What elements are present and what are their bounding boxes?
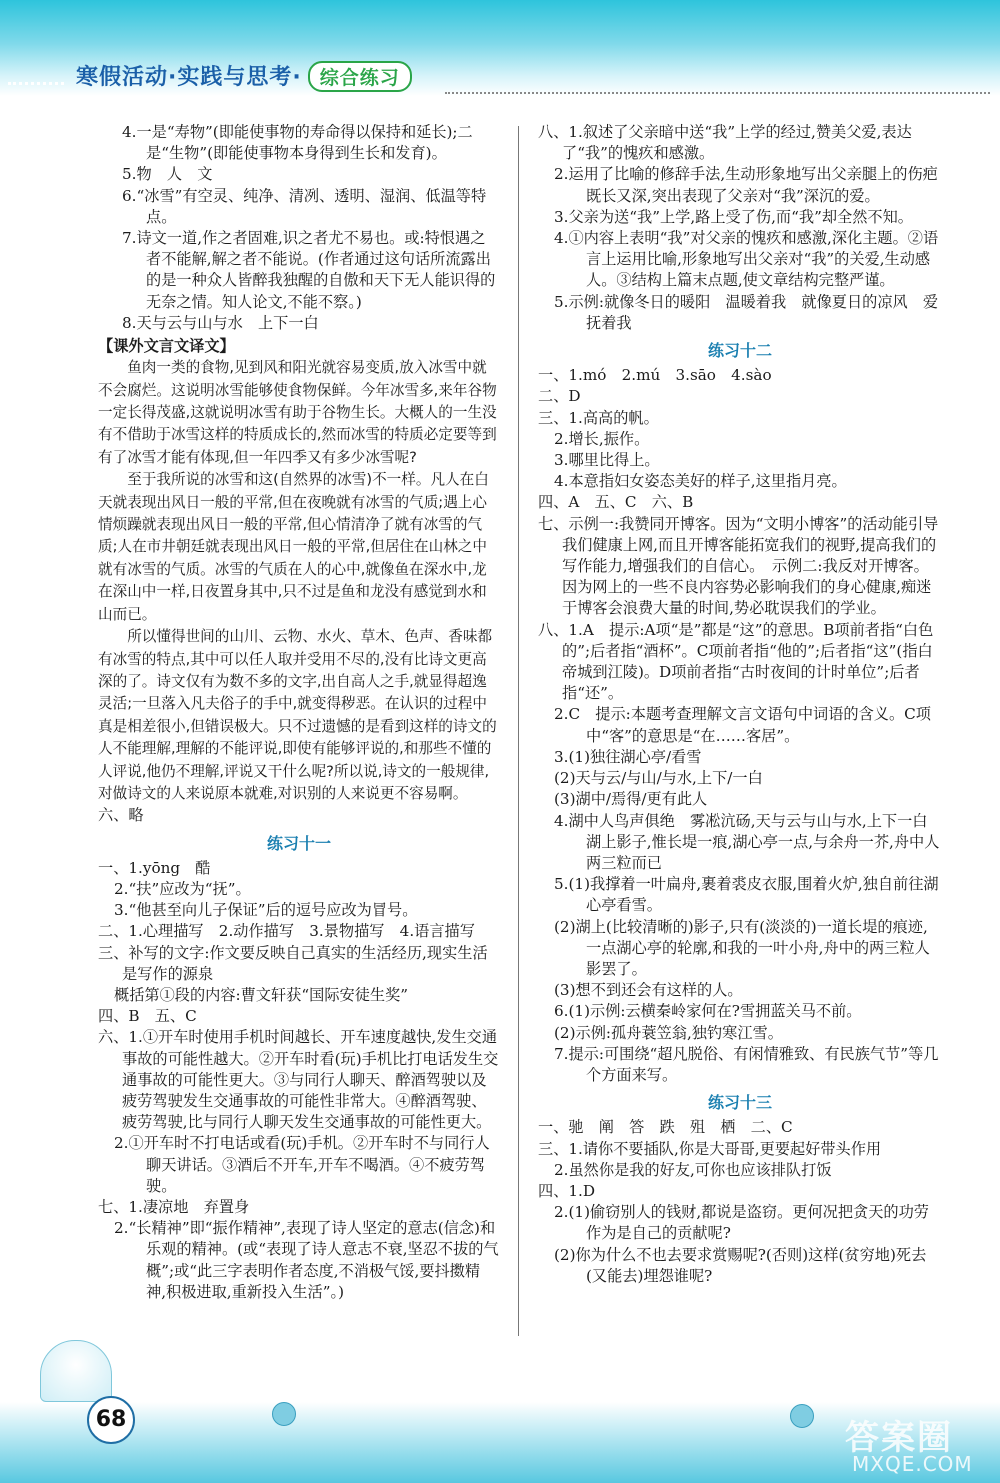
right-column (538, 122, 942, 1287)
translation-heading: 【课外文言文译文】 (98, 337, 235, 356)
ex12-b19: (2)示例:孤舟蓑笠翁,独钓寒江雪。 (554, 1023, 783, 1042)
header-title-text: 寒假活动·实践与思考· (76, 65, 302, 90)
translation-para-1: 鱼肉一类的食物,见到风和阳光就容易变质,放入冰雪中就不会腐烂。这说明冰雪能够使食物保鲜。今年冰雪多,来年谷物一定长得茂盛,这就说明冰雪有助于谷物生长。大概人的一生没有不借助于冰雪这样的特质成长的,然而冰雪的特质必定要等到有了冰雪才能有体现,但一年四季又有多少冰雪呢? (98, 359, 497, 466)
ex11-a2: 2.“扶”应改为“抚”。 (114, 879, 251, 898)
answer-8: 8.天与云与山与水 上下一白 (122, 313, 319, 332)
ex11-a4: 二、1.心理描写 2.动作描写 3.景物描写 4.语言描写 (98, 922, 475, 941)
tree-icon (272, 1402, 296, 1426)
ex12-b7: 四、A 五、C 六、B (538, 493, 694, 512)
ex13-c4: 四、1.D (538, 1181, 596, 1200)
ex12-b17: (3)想不到还会有这样的人。 (554, 981, 743, 1000)
column-divider (518, 126, 519, 1336)
ex-8-1: 八、1.叙述了父亲暗中送“我”上学的经过,赞美父爱,表达了“我”的愧疚和感激。 (538, 123, 912, 163)
ex12-b8: 七、示例一:我赞同开博客。因为“文明小博客”的活动能引导我们健康上网,而且开博客能拓宽我们的视野,提高我们的写作能力,增强我们的自信心。 示例二:我反对开博客。因为网上的一些不良内容势必影响我们的身心健康,痴迷于博客会浪费大量的时间,势必耽误我们的学业。 (538, 514, 939, 618)
watermark-url: MXQE.COM (852, 1452, 973, 1476)
ex12-b1: 一、1.mó 2.mú 3.sāo 4.sào (538, 366, 772, 385)
ex12-b9: 八、1.A 提示:A项“是”都是“这”的意思。B项前者指“白色的”;后者指“酒杯”。C项前者指“他的”;后者指“这”(指白帝城到江陵)。D项前者指“古时夜间的计时单位”;后者指“还”。 (538, 620, 934, 703)
ex12-b2: 二、D (538, 387, 581, 406)
page-number: 68 (87, 1396, 135, 1444)
ex12-b10: 2.C 提示:本题考查理解文言文语句中词语的含义。C项中“客”的意思是“在……客居”。 (554, 705, 931, 745)
ex12-b16: (2)湖上(比较清晰的)影子,只有(淡淡的)一道长堤的痕迹,一点湖心亭的轮廓,和我的一叶小舟,舟中的两三粒人影罢了。 (554, 917, 930, 978)
header-dots-left (8, 82, 64, 85)
exercise-11-title: 练习十一 (266, 833, 331, 853)
ex13-c2: 三、1.请你不要插队,你是大哥哥,更要起好带头作用 (538, 1139, 882, 1158)
exercise-12-title: 练习十二 (707, 341, 772, 361)
answer-4: 4.一是“寿物”(即能使事物的寿命得以保持和延长);二是“生物”(即能使事物本身得到生长和发育)。 (122, 123, 473, 163)
ex-8-2: 2.运用了比喻的修辞手法,生动形象地写出父亲腿上的伤疤既长又深,突出表现了父亲对“我”深沉的爱。 (554, 165, 938, 205)
ex12-b15: 5.(1)我撑着一叶扁舟,裹着裘皮衣服,围着火炉,独自前往湖心亭看雪。 (554, 875, 939, 915)
translation-para-2: 至于我所说的冰雪和这(自然界的冰雪)不一样。凡人在白天就表现出风日一般的平常,但在夜晚就有冰雪的气质;遇上心情烦躁就表现出风日一般的平常,但心情清净了就有冰雪的气质;人在市井朝廷就表现出风日一般的平常,但居住在山林之中就有冰雪的气质。冰雪的气质在人的心中,就像鱼在深水中,龙在深山中一样,日夜置身其中,只不过是鱼和龙没有感觉到水和山而已。 (98, 471, 489, 623)
ex11-a11: 2.“长精神”即“振作精神”,表现了诗人坚定的意志(信念)和乐观的精神。(或“表现了诗人意志不衰,坚忍不拔的气概”;或“此三字表明作者态度,不消极气馁,要抖擞精神,积极进取,重新投入生活”。) (114, 1219, 499, 1301)
ex12-b3: 三、1.高高的帆。 (538, 408, 659, 427)
answer-6: 6.“冰雪”有空灵、纯净、清冽、透明、湿润、低温等特点。 (122, 186, 487, 226)
header-dots-right (445, 92, 990, 94)
snow-house-illustration (40, 1340, 112, 1402)
ex11-a7: 四、B 五、C (98, 1007, 197, 1026)
header-pill: 综合练习 (308, 61, 412, 92)
ex12-b18: 6.(1)示例:云横秦岭家何在?雪拥蓝关马不前。 (554, 1002, 862, 1021)
header-title (76, 60, 412, 92)
ex11-a10: 七、1.凄凉地 弃置身 (98, 1198, 250, 1217)
ex11-a8: 六、1.①开车时使用手机时间越长、开车速度越快,发生交通事故的可能性越大。②开车时看(玩)手机比打电话发生交通事故的可能性更大。③与同行人聊天、醉酒驾驶以及疲劳驾驶发生交通事故的可能性非常大。④醉酒驾驶、疲劳驾驶,比与同行人聊天发生交通事故的可能性更大。 (98, 1028, 499, 1132)
ex-8-3: 3.父亲为送“我”上学,路上受了伤,而“我”却全然不知。 (554, 207, 913, 226)
left-column (98, 122, 500, 1303)
ex12-b14: 4.湖中人鸟声俱绝 雾凇沆砀,天与云与山与水,上下一白 湖上影子,惟长堤一痕,湖心亭一点,与余舟一芥,舟中人两三粒而已 (554, 811, 943, 872)
answer-5: 5.物 人 文 (122, 165, 213, 184)
ex12-b13: (3)湖中/焉得/更有此人 (554, 790, 708, 809)
ex11-a3: 3.“他甚至向儿子保证”后的逗号应改为冒号。 (114, 901, 418, 920)
ex12-b12: (2)天与云/与山/与水,上下/一白 (554, 769, 763, 788)
ex12-b5: 3.哪里比得上。 (554, 451, 660, 470)
ex12-b11: 3.(1)独往湖心亭/看雪 (554, 747, 702, 766)
ex-8-5: 5.示例:就像冬日的暖阳 温暖着我 就像夏日的凉风 爱抚着我 (554, 292, 939, 332)
answer-six: 六、略 (98, 806, 144, 825)
ex11-a1: 一、1.yōng 酷 (98, 858, 211, 877)
ex13-c3: 2.虽然你是我的好友,可你也应该排队打饭 (554, 1160, 832, 1179)
translation-para-3: 所以懂得世间的山川、云物、水火、草木、色声、香味都有冰雪的特点,其中可以任人取并受用不尽的,没有比诗文更高深的了。诗文仅有为数不多的文字,出自高人之手,就显得超逸灵活;一旦落入凡夫俗子的手中,就变得秽恶。在认识的过程中真是相差很小,但错误极大。只不过遗憾的是看到这样的诗文的人不能理解,理解的不能评说,即使有能够评说的,和那些不懂的人评说,他仍不理解,评说又干什么呢?所以说,诗文的一般规律,对做诗文的人来说原本就难,对识别的人来说更不容易啊。 (98, 628, 497, 802)
ex11-a9: 2.①开车时不打电话或看(玩)手机。②开车时不与同行人聊天讲话。③酒后不开车,开车不喝酒。④不疲劳驾驶。 (114, 1134, 490, 1195)
answer-7: 7.诗文一道,作之者固难,识之者尤不易也。或:特恨遇之者不能解,解之者不能说。(作者通过这句话所流露出的是一种众人皆醉我独醒的自傲和天下无人能识得的无奈之情。知人论文,不能不察。) (122, 229, 496, 311)
ex11-a5: 三、补写的文字:作文要反映自己真实的生活经历,现实生活是写作的源泉 (98, 943, 488, 983)
ex-8-4: 4.①内容上表明“我”对父亲的愧疚和感激,深化主题。②语言上运用比喻,形象地写出父亲对“我”的关爱,生动感人。③结构上篇末点题,使文章结构完整严谨。 (554, 229, 939, 290)
ex13-c5: 2.(1)偷窃别人的钱财,都说是盗窃。更何况把贪天的功劳作为是自己的贡献呢? (554, 1203, 929, 1243)
exercise-13-title: 练习十三 (707, 1093, 772, 1113)
ex13-c1: 一、驰 阐 答 跌 殂 栖 二、C (538, 1118, 793, 1137)
watermark-logo: 答案圈 (845, 1418, 953, 1458)
ex12-b6: 4.本意指妇女姿态美好的样子,这里指月亮。 (554, 472, 847, 491)
ex12-b4: 2.增长,振作。 (554, 429, 650, 448)
ex12-b20: 7.提示:可围绕“超凡脱俗、有闲情雅致、有民族气节”等几个方面来写。 (554, 1044, 939, 1084)
tree-icon (790, 1404, 814, 1428)
ex13-c6: (2)你为什么不也去要求赏赐呢?(否则)这样(贫穷地)死去(又能去)埋怨谁呢? (554, 1245, 927, 1285)
ex11-a6: 概括第①段的内容:曹文轩获“国际安徒生奖” (114, 985, 409, 1004)
